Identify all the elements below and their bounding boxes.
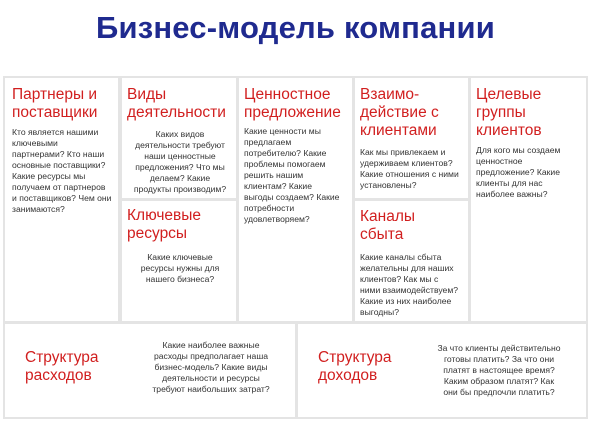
channels-heading: Каналы сбыта bbox=[360, 208, 416, 243]
segments-description: Для кого мы создаем ценностное предложение? Какие клиенты для нас наиболее важны? bbox=[476, 145, 561, 199]
channels-block bbox=[355, 201, 468, 321]
cost-structure-heading: Структура расходов bbox=[25, 349, 99, 384]
cost-structure-block bbox=[5, 324, 295, 417]
resources-heading: Ключевые ресурсы bbox=[127, 207, 202, 242]
segments-block bbox=[471, 78, 586, 321]
relationships-description: Как мы привлекаем и удерживаем клиентов? Какие отношения с ними установлены? bbox=[360, 147, 459, 190]
revenue-streams-description: За что клиенты действительно готовы платить? За что они платят в настоящее время? Каким образом платят? Как они бы предпочли платить? bbox=[437, 343, 561, 397]
partners-description: Кто является нашими ключевыми партнерами? Кто наши основные поставщики? Какие ресурсы мы получаем от партнеров и поставщиков? Чем они занимаются? bbox=[12, 127, 112, 214]
segments-heading: Целевые группы клиентов bbox=[476, 86, 542, 139]
resources-description: Какие ключевые ресурсы нужны для нашего бизнеса? bbox=[140, 252, 220, 284]
channels-description: Какие каналы сбыта желательны для наших клиентов? Как мы с ними взаимодействуем? Какие из них наиболее выгодны? bbox=[360, 252, 459, 317]
activities-heading: Виды деятельности bbox=[127, 86, 226, 121]
revenue-streams-block bbox=[298, 324, 586, 417]
value-proposition-block bbox=[239, 78, 352, 321]
value-proposition-heading: Ценностное предложение bbox=[244, 86, 341, 121]
cost-structure-description: Какие наиболее важные расходы предполагает наша бизнес-модель? Какие виды деятельности и ресурсы требуют наибольших затрат? bbox=[152, 340, 270, 394]
revenue-streams-heading: Структура доходов bbox=[318, 349, 392, 384]
relationships-heading: Взаимо- действие с клиентами bbox=[360, 86, 439, 139]
resources-block bbox=[122, 201, 236, 321]
page-title: Бизнес-модель компании bbox=[96, 10, 495, 45]
partners-block bbox=[5, 78, 118, 321]
business-model-canvas bbox=[3, 76, 588, 419]
value-proposition-description: Какие ценности мы предлагаем потребителю? Какие проблемы помогаем решить нашим клиентам? Какие выгоды создаем? Какие потребности удовлетворяем? bbox=[244, 126, 340, 224]
activities-description: Каких видов деятельности требуют наши ценностные предложения? Что мы делаем? Какие продукты производим? bbox=[133, 129, 227, 194]
partners-heading: Партнеры и поставщики bbox=[12, 86, 98, 121]
activities-block bbox=[122, 78, 236, 198]
relationships-block bbox=[355, 78, 468, 198]
